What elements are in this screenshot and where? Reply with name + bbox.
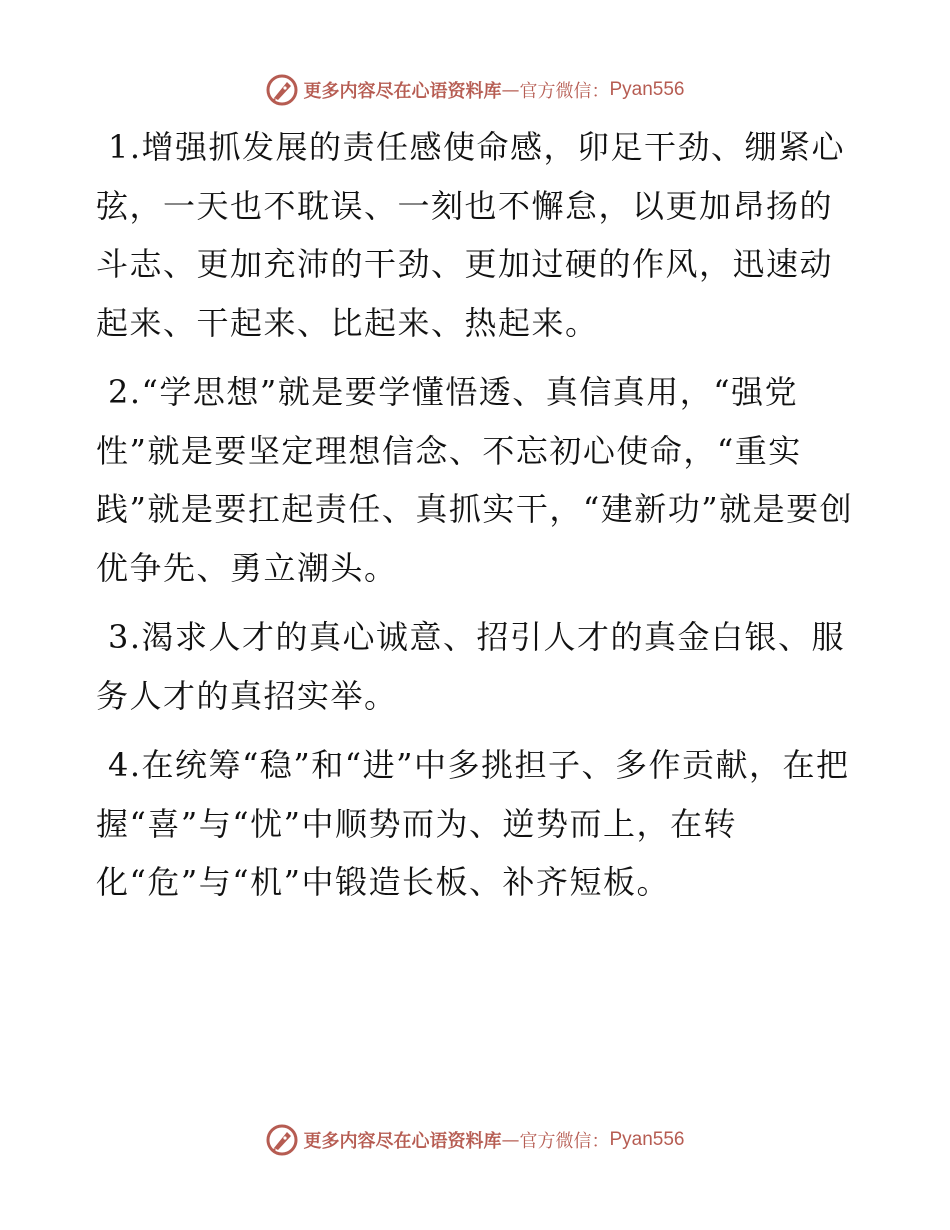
header-brand-text: 更多内容尽在心语资料库 bbox=[303, 81, 502, 102]
paragraph-3 bbox=[96, 608, 854, 725]
pen-nib-logo-icon bbox=[265, 1123, 299, 1157]
paragraph-number: 4. bbox=[108, 746, 142, 784]
paragraph-text: 增强抓发展的责任感使命感，卯足干劲、绷紧心弦，一天也不耽误、一刻也不懈怠，以更加昂扬的斗志、更加充沛的干劲、更加过硬的作风，迅速动起来、干起来、比起来、热起来。 bbox=[96, 128, 846, 342]
footer-banner bbox=[0, 1120, 950, 1160]
paragraph-text: 渴求人才的真心诚意、招引人才的真金白银、服务人才的真招实举。 bbox=[96, 618, 846, 715]
footer-dash: — bbox=[501, 1129, 520, 1151]
paragraph-number: 1. bbox=[108, 128, 142, 166]
paragraph-2 bbox=[96, 363, 854, 597]
header-wechat-id: Pyan556 bbox=[609, 79, 685, 100]
paragraph-text: 在统筹“稳”和“进”中多挑担子、多作贡献，在把握“喜”与“忧”中顺势而为、逆势而上，在转化“危”与“机”中锻造长板、补齐短板。 bbox=[96, 746, 850, 901]
header-banner bbox=[0, 70, 950, 110]
footer-brand-text: 更多内容尽在心语资料库 bbox=[303, 1131, 502, 1152]
paragraph-1 bbox=[96, 118, 854, 352]
paragraph-4 bbox=[96, 736, 854, 912]
footer-wechat-id: Pyan556 bbox=[609, 1129, 685, 1150]
paragraph-text: “学思想”就是要学懂悟透、真信真用，“强党性”就是要坚定理想信念、不忘初心使命，“重实践”就是要扛起责任、真抓实干，“建新功”就是要创优争先、勇立潮头。 bbox=[96, 373, 854, 587]
paragraph-number: 3. bbox=[108, 618, 142, 656]
header-dash: — bbox=[501, 79, 520, 101]
header-wechat-label: 官方微信： bbox=[519, 81, 610, 102]
paragraph-number: 2. bbox=[108, 373, 142, 411]
document-body bbox=[96, 118, 854, 923]
pen-nib-logo-icon bbox=[265, 73, 299, 107]
footer-wechat-label: 官方微信： bbox=[519, 1131, 610, 1152]
